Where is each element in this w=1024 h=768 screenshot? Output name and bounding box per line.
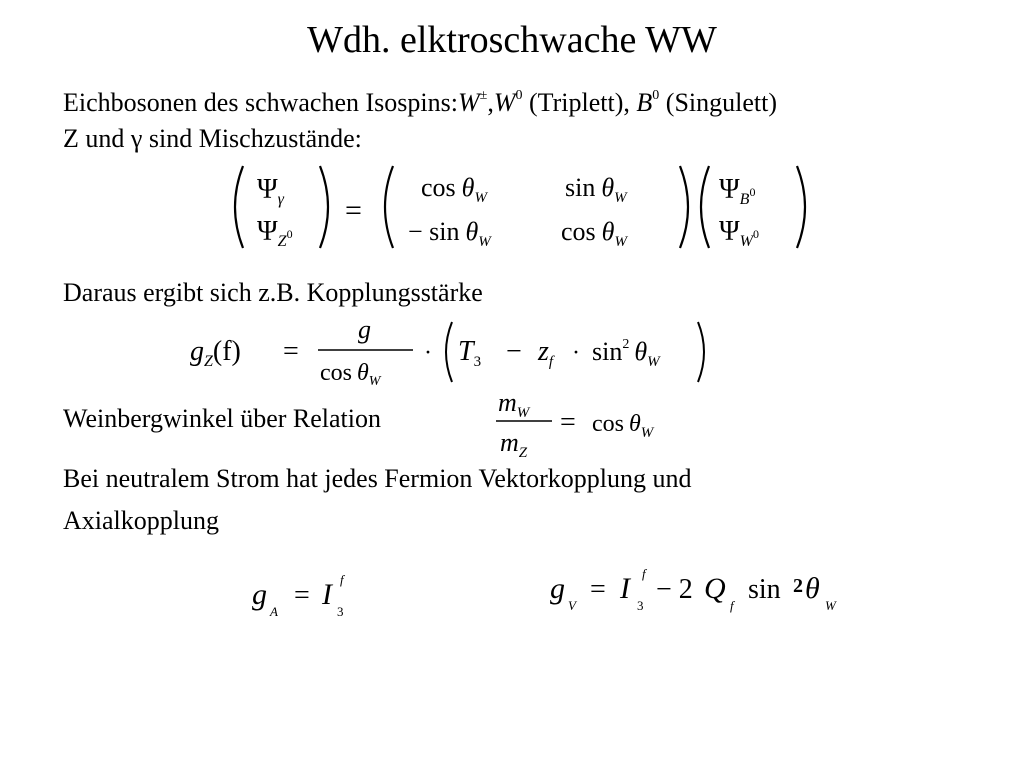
weinberg-intro: Weinbergwinkel über Relation	[63, 404, 382, 433]
coupling-equation	[188, 312, 728, 392]
gv-g: g	[550, 572, 565, 605]
coupling-right-paren	[698, 322, 704, 382]
cell-cos-1: $\cos \theta_W$	[421, 173, 487, 206]
minus: −	[506, 336, 522, 367]
mixing-matrix-equation	[225, 160, 815, 255]
gv-subscript: V	[568, 598, 576, 613]
coupling-intro: Daraus ergibt sich z.B. Kopplungsstärke	[63, 278, 483, 307]
mw: $m_W$	[498, 388, 530, 421]
psi-gamma: $\Psi_\gamma$	[257, 174, 284, 208]
gv-3-subscript: 3	[637, 598, 644, 613]
weinberg-equals: =	[560, 407, 576, 438]
comma: ,	[487, 88, 494, 117]
neutral-current-line-2: Axialkopplung	[63, 506, 219, 535]
neutral-current-line-1: Bei neutralem Strom hat jedes Fermion Vektorkopplung und	[63, 464, 692, 493]
b-symbol: B	[636, 88, 653, 117]
w-symbol: W	[457, 88, 480, 117]
matrix-right-paren	[680, 166, 688, 248]
mz: $m_Z$	[500, 428, 528, 460]
triplett-label: (Triplett),	[529, 88, 630, 117]
w0-symbol: W	[493, 88, 516, 117]
coupling-numerator: g	[358, 315, 371, 344]
cell-minus-sin: − $\sin \theta_W$	[408, 217, 491, 250]
ga-equals: =	[294, 580, 310, 611]
w0-superscript: 0	[515, 88, 523, 103]
gv-theta: θ	[805, 572, 820, 605]
ga-f-superscript: f	[340, 572, 344, 587]
vector-right-paren	[797, 166, 805, 248]
isospin-line	[63, 88, 777, 118]
vector-left-paren	[701, 166, 709, 248]
equals: =	[345, 194, 362, 227]
right-paren	[320, 166, 328, 248]
slide-title: Wdh. elktroschwache WW	[307, 19, 717, 61]
ga-I: I	[322, 578, 332, 611]
gv-equals: =	[590, 574, 606, 605]
gv-f-superscript: f	[642, 566, 646, 581]
gv-minus-2: − 2	[656, 574, 693, 605]
psi-w0: $\Psi_W^0$	[719, 216, 759, 250]
gv-sin: sin	[748, 574, 781, 605]
ga-subscript: A	[270, 604, 278, 619]
cell-cos-2: $\cos \theta_W$	[561, 217, 627, 250]
cell-sin-1: $\sin \theta_W$	[565, 173, 627, 206]
axial-coupling-equation	[250, 568, 370, 628]
dot: ·	[424, 340, 432, 366]
matrix-left-paren	[385, 166, 393, 248]
cos-theta-w: $\cos \theta_W$	[592, 411, 654, 441]
ga-g: g	[252, 578, 267, 611]
coupling-equals: =	[283, 336, 299, 367]
mixing-intro: Z und γ sind Mischzustände:	[63, 124, 362, 153]
gz: $g_Z(f)$	[190, 336, 241, 370]
sin2theta: $\sin^2 \theta_W$	[592, 337, 660, 370]
ga-3-subscript: 3	[337, 604, 344, 619]
singulett-label: (Singulett)	[665, 88, 778, 117]
left-paren	[235, 166, 243, 248]
gv-Q: Q	[704, 572, 726, 605]
vector-coupling-equation	[548, 562, 858, 622]
zf: $z_f$	[538, 336, 554, 370]
dot-2: ·	[572, 340, 580, 366]
gv-I: I	[620, 572, 630, 605]
coupling-denominator: $\cos \theta_W$	[320, 360, 381, 389]
isospin-text: Eichbosonen des schwachen Isospins:	[63, 88, 458, 117]
psi-b0: $\Psi_B^0$	[719, 174, 756, 208]
gv-sin-exponent: 2	[793, 575, 803, 597]
coupling-left-paren	[446, 322, 452, 382]
t3: $T_3$	[458, 336, 482, 370]
gv-theta-subscript: W	[825, 598, 836, 613]
weinberg-relation	[492, 385, 692, 460]
gv-Q-subscript: f	[730, 598, 734, 613]
psi-z0: $\Psi_Z^0$	[257, 216, 293, 250]
b0-superscript: 0	[652, 88, 660, 103]
w-pm-superscript: ±	[479, 88, 488, 103]
